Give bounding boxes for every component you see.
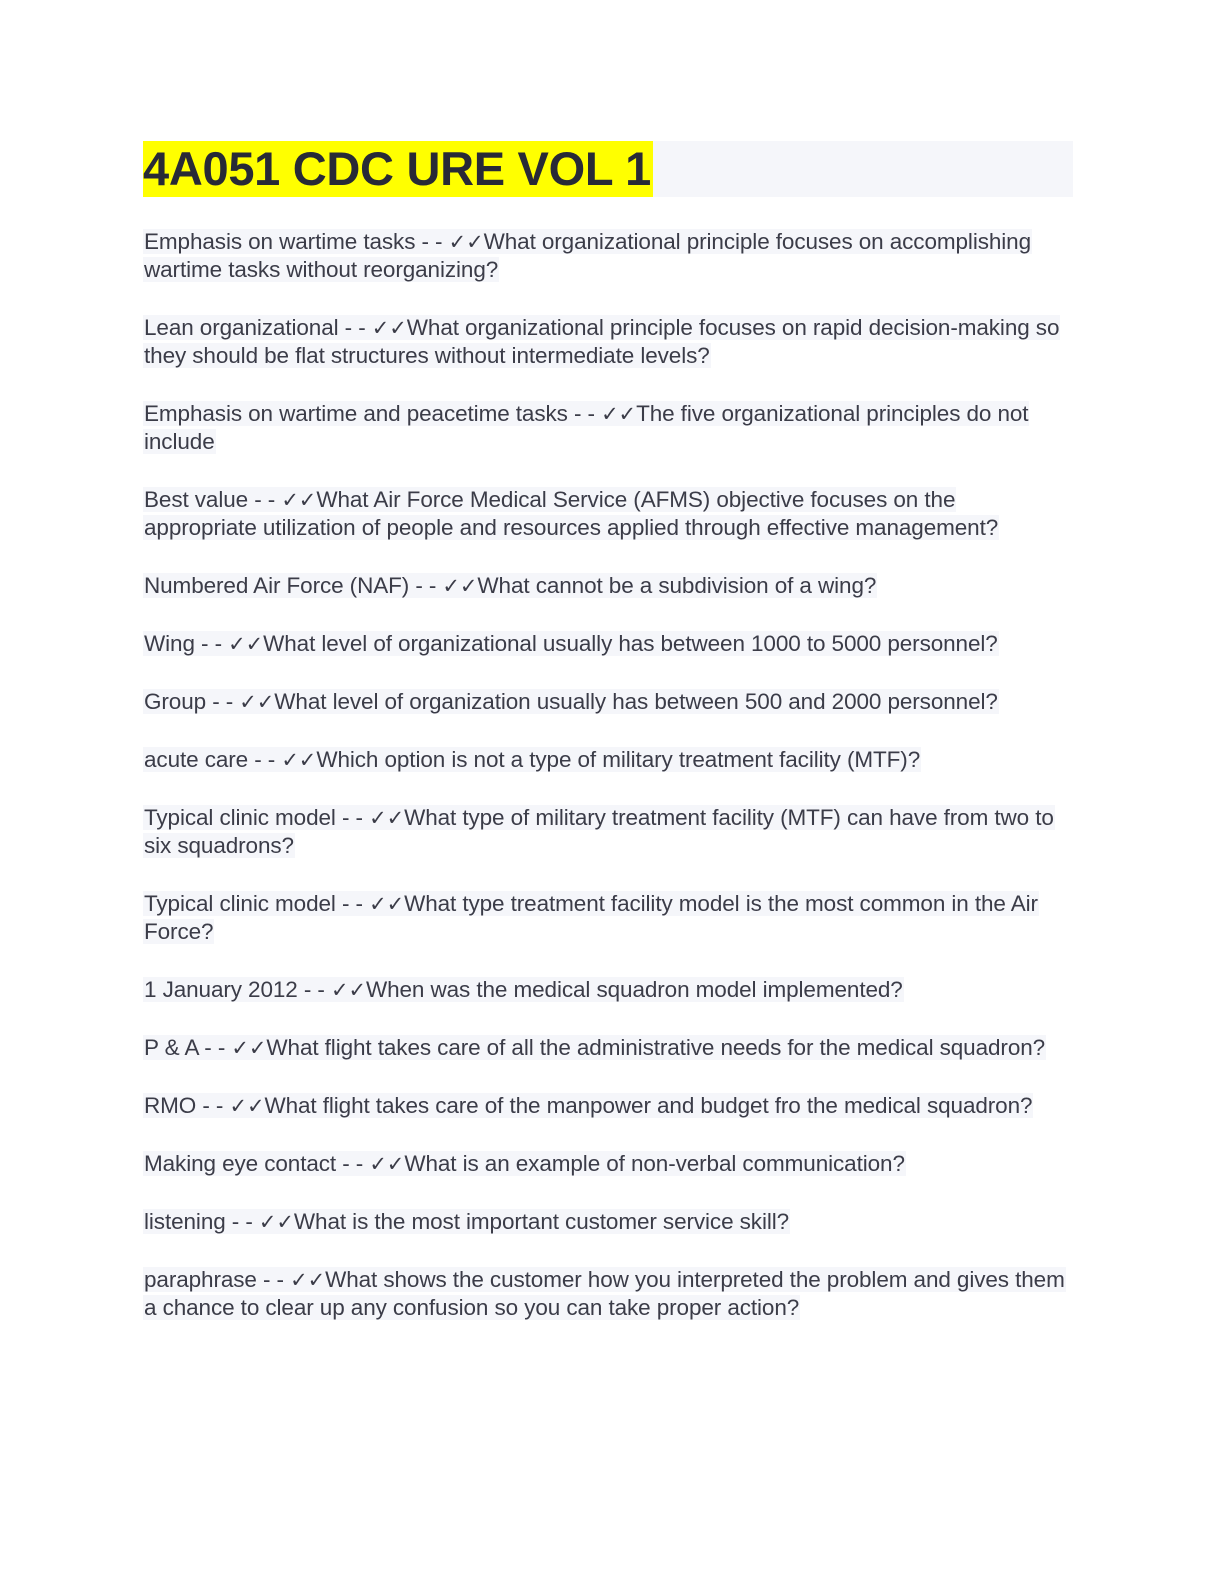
qa-item-text [143, 1267, 1066, 1320]
qa-item [143, 688, 1073, 716]
answer-text: Lean organizational [144, 315, 339, 340]
qa-item [143, 1092, 1073, 1120]
separator: - - [335, 891, 370, 916]
answer-text: Numbered Air Force (NAF) [144, 573, 410, 598]
answer-text: Wing [144, 631, 195, 656]
check-mark-icon: ✓✓ [369, 892, 405, 916]
check-mark-icon: ✓✓ [330, 978, 366, 1002]
qa-item [143, 1034, 1073, 1062]
question-text: Which option is not a type of military treatment facility (MTF)? [316, 747, 921, 772]
qa-item [143, 890, 1073, 946]
qa-item-text [143, 1093, 1033, 1118]
check-mark-icon: ✓✓ [239, 690, 275, 714]
qa-list [143, 228, 1073, 1322]
qa-item-text [143, 747, 921, 772]
qa-item [143, 486, 1073, 542]
check-mark-icon: ✓✓ [258, 1210, 294, 1234]
check-mark-icon: ✓✓ [281, 488, 317, 512]
qa-item [143, 228, 1073, 284]
question-text: What cannot be a subdivision of a wing? [477, 573, 877, 598]
separator: - - [297, 977, 331, 1002]
separator: - - [248, 487, 282, 512]
question-text: When was the medical squadron model implemented? [365, 977, 903, 1002]
qa-item-text [143, 689, 999, 714]
qa-item [143, 804, 1073, 860]
separator: - - [248, 747, 282, 772]
question-text: What shows the customer how you interpreted the problem and gives them a chance to clear up any confusion so you can take proper action? [144, 1267, 1065, 1320]
qa-item-text [143, 315, 1060, 368]
separator: - - [225, 1209, 259, 1234]
qa-item-text [143, 805, 1055, 858]
qa-item [143, 572, 1073, 600]
qa-item-text [143, 401, 1029, 454]
answer-text: paraphrase [144, 1267, 257, 1292]
answer-text: RMO [144, 1093, 197, 1118]
title-bar [143, 141, 1073, 197]
answer-text: Group [144, 689, 207, 714]
document-page [143, 141, 1073, 1352]
qa-item [143, 630, 1073, 658]
separator: - - [335, 805, 370, 830]
answer-text: Typical clinic model [144, 805, 336, 830]
check-mark-icon: ✓✓ [231, 1036, 267, 1060]
check-mark-icon: ✓✓ [448, 230, 484, 254]
qa-item-text [143, 977, 904, 1002]
question-text: What is an example of non-verbal communication? [404, 1151, 905, 1176]
check-mark-icon: ✓✓ [228, 632, 264, 656]
check-mark-icon: ✓✓ [442, 574, 478, 598]
qa-item [143, 1150, 1073, 1178]
separator: - - [206, 689, 240, 714]
qa-item [143, 400, 1073, 456]
separator: - - [194, 631, 229, 656]
question-text: The five organizational principles do not include [144, 401, 1029, 454]
answer-text: Typical clinic model [144, 891, 336, 916]
check-mark-icon: ✓✓ [281, 748, 317, 772]
qa-item-text [143, 1209, 790, 1234]
question-text: What flight takes care of the manpower and budget fro the medical squadron? [264, 1093, 1033, 1118]
separator: - - [409, 573, 443, 598]
qa-item-text [143, 1035, 1046, 1060]
qa-item [143, 746, 1073, 774]
question-text: What Air Force Medical Service (AFMS) objective focuses on the appropriate utilization of people and resources applied through effective management? [144, 487, 999, 540]
qa-item [143, 976, 1073, 1004]
answer-text: Emphasis on wartime tasks [144, 229, 416, 254]
question-text: What organizational principle focuses on rapid decision-making so they should be flat structures without intermediate levels? [144, 315, 1060, 368]
qa-item-text [143, 229, 1032, 282]
separator: - - [196, 1093, 230, 1118]
question-text: What type of military treatment facility (MTF) can have from two to six squadrons? [144, 805, 1054, 858]
question-text: What type treatment facility model is the most common in the Air Force? [144, 891, 1038, 944]
qa-item-text [143, 631, 999, 656]
document-title: 4A051 CDC URE VOL 1 [143, 142, 651, 195]
check-mark-icon: ✓✓ [229, 1094, 265, 1118]
qa-item [143, 314, 1073, 370]
question-text: What level of organizational usually has between 1000 to 5000 personnel? [263, 631, 998, 656]
answer-text: Making eye contact [144, 1151, 337, 1176]
question-text: What flight takes care of all the administrative needs for the medical squadron? [266, 1035, 1046, 1060]
separator: - - [415, 229, 449, 254]
answer-text: Best value [144, 487, 249, 512]
question-text: What is the most important customer service skill? [293, 1209, 790, 1234]
qa-item [143, 1208, 1073, 1236]
check-mark-icon: ✓✓ [369, 806, 405, 830]
question-text: What organizational principle focuses on accomplishing wartime tasks without reorganizing? [144, 229, 1032, 282]
qa-item-text [143, 573, 877, 598]
answer-text: 1 January 2012 [144, 977, 298, 1002]
separator: - - [567, 401, 602, 426]
answer-text: acute care [144, 747, 249, 772]
check-mark-icon: ✓✓ [369, 1152, 405, 1176]
check-mark-icon: ✓✓ [290, 1268, 326, 1292]
separator: - - [336, 1151, 370, 1176]
qa-item [143, 1266, 1073, 1322]
qa-item-text [143, 487, 999, 540]
question-text: What level of organization usually has between 500 and 2000 personnel? [274, 689, 998, 714]
separator: - - [198, 1035, 232, 1060]
separator: - - [256, 1267, 291, 1292]
qa-item-text [143, 891, 1039, 944]
answer-text: Emphasis on wartime and peacetime tasks [144, 401, 568, 426]
qa-item-text [143, 1151, 906, 1176]
check-mark-icon: ✓✓ [371, 316, 407, 340]
check-mark-icon: ✓✓ [601, 402, 637, 426]
separator: - - [338, 315, 372, 340]
answer-text: listening [144, 1209, 226, 1234]
answer-text: P & A [144, 1035, 199, 1060]
